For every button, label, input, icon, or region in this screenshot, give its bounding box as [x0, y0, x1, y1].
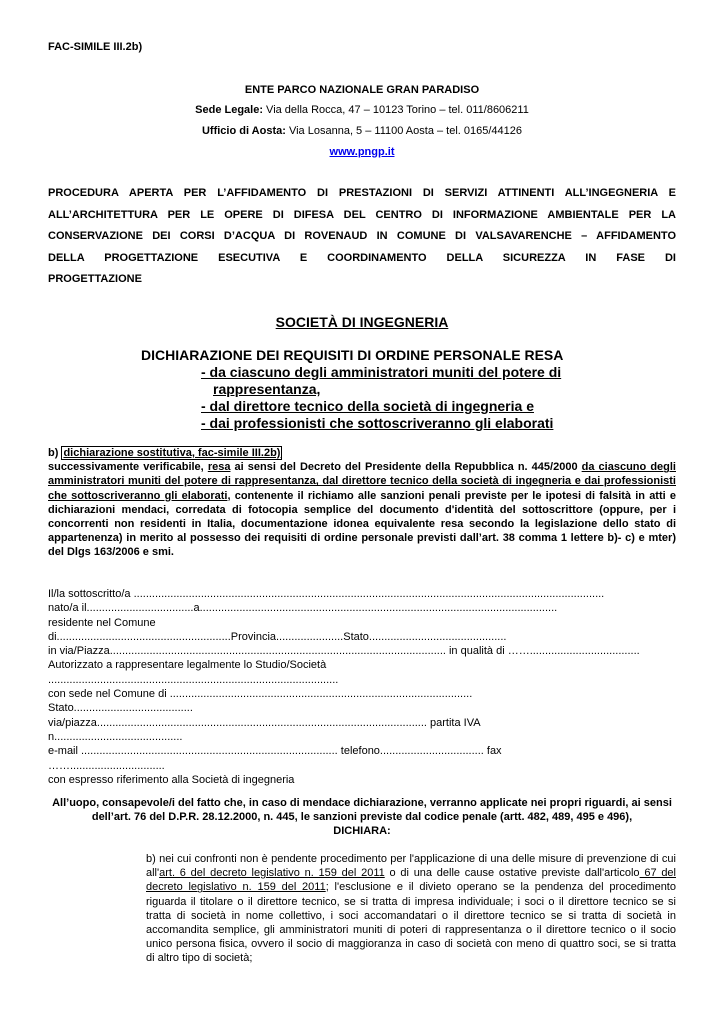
declarant-form — [48, 587, 680, 787]
form-line-piva[interactable]: n.......................................... — [48, 730, 183, 743]
form-line-fax[interactable]: ……............................... — [48, 759, 165, 772]
sede-text: Via della Rocca, 47 – 10123 Torino – tel. 011/8606211 — [263, 104, 529, 116]
item-b-text2: o di una delle cause ostative previste dall'articolo — [384, 867, 640, 880]
sede-label: Sede Legale: — [195, 104, 263, 116]
ente-name — [0, 84, 724, 96]
form-line-email[interactable]: e-mail .................................................................................... telefono.................................. fax — [48, 745, 502, 758]
block-b-paragraph — [48, 446, 676, 560]
form-line-sede[interactable]: con sede nel Comune di ................................................................................................... — [48, 688, 473, 701]
block-b-text1: successivamente verificabile, — [48, 461, 208, 474]
dichiarazione-sub-1b: rappresentanza, — [213, 381, 321, 397]
item-b-link2[interactable]: 67 del decreto legislativo n. 159 del 2011 — [146, 867, 676, 894]
block-b-resa: resa — [207, 461, 231, 474]
procedura-line: PROGETTAZIONE — [48, 273, 142, 285]
block-b-text2: ai sensi del Decreto del Presidente della Repubblica n. 445/2000 — [230, 461, 582, 474]
item-b-text1: b) nei cui confronti non è pendente procedimento per l'applicazione di una delle misure di prevenzione di cui all' — [146, 853, 676, 880]
ente-name-text: ENTE PARCO NAZIONALE GRAN PARADISO — [244, 84, 480, 96]
item-b-text3: ; l'esclusione e il divieto operano se la pendenza del procedimento riguarda il titolare o il direttore tecnico, se si tratta di impresa individuale; i soci o il direttore tecnico se si tratta di società in nome collettivo, i soci accomandatari o il direttore tecnico se si tratta di società in accomandita semplice, gli amministratori muniti di poteri di rappresentanza o il direttore tecnico o il socio unico persona fisica, ovvero il socio di maggioranza in caso di società con meno di quattro soci, se si tratta di altro tipo di società; — [146, 881, 676, 965]
form-line-studio[interactable]: ............................................................................................... — [48, 673, 339, 686]
form-line-riferimento: con espresso riferimento alla Società di ingegneria — [48, 773, 295, 786]
procedura-title — [48, 183, 676, 291]
block-b-underlined: da ciascuno degli amministratori muniti del potere di rappresentanza, dal direttore tecnico della società di ingegneria e dai professionisti che sottoscriveranno gli elaborati — [48, 461, 676, 502]
dichiarazione-sub-3: - dai professionisti che sottoscriveranno gli elaborati — [201, 415, 554, 431]
ufficio-label: Ufficio di Aosta: — [201, 125, 286, 137]
item-b-link1[interactable]: art. 6 del decreto legislativo n. 159 del 2011 — [159, 867, 385, 880]
alluopo-text: All’uopo, consapevole/i del fatto che, in caso di mendace dichiarazione, verranno applicate nei propri riguardi, ai sensi dell’art. 76 del D.P.R. 28.12.2000, n. 445, le sanzioni previste dal codice penale (artt. 482, 489, 495 e 496), — [52, 797, 672, 824]
block-b-boxed-label: dichiarazione sostitutiva, fac-simile III.2b) — [63, 447, 281, 459]
block-b-prefix: b) — [48, 447, 62, 459]
dichiarazione-heading: DICHIARAZIONE DEI REQUISITI DI ORDINE PERSONALE RESA — [141, 347, 564, 363]
ufficio-aosta — [0, 125, 724, 137]
dichiarazione-sub-1: - da ciascuno degli amministratori muniti del potere di — [201, 364, 562, 380]
form-line-sottoscritto[interactable]: Il/la sottoscritto/a .......................................................................................................................................................... — [48, 588, 605, 600]
procedura-line: ALL’ARCHITETTURA PER LE OPERE DI DIFESA DEL CENTRO DI INFORMAZIONE AMBIENTALE PER LA — [48, 208, 676, 221]
website-link[interactable]: www.pngp.it — [329, 146, 395, 158]
form-line-via[interactable]: in via/Piazza.............................................................................................................. in qualità di …….................................... — [48, 645, 640, 658]
form-line-residente: residente nel Comune — [48, 616, 156, 629]
form-line-nato[interactable]: nato/a il...................................a..................................................................................................................... — [48, 602, 558, 615]
sede-legale — [0, 104, 724, 116]
procedura-line: PROCEDURA APERTA PER L’AFFIDAMENTO DI PRESTAZIONI DI SERVIZI ATTINENTI ALL’INGEGNERIA E — [48, 187, 676, 199]
block-b-text3: , contenente il richiamo alle sanzioni penali previste per le ipotesi di falsità in atti e dichiarazioni mendaci, corredata di fotocopia semplice del documento d'identità del sottoscrittore (oppure, per i concorrenti non residenti in Italia, documentazione idonea equivalente resa secondo la legislazione dello stato di appartenenza) in merito al possesso dei requisiti di ordine personale previsti dall’art. 38 comma 1 lettere b)- c) e mter) del Dlgs 163/2006 e smi. — [48, 489, 676, 559]
societa-heading: SOCIETÀ DI INGEGNERIA — [275, 314, 449, 330]
website-line — [0, 146, 724, 158]
procedura-line: DELLA PROGETTAZIONE ESECUTIVA E COORDINAMENTO DELLA SICUREZZA IN FASE DI — [48, 251, 676, 264]
facsimile-label: FAC-SIMILE III.2b) — [48, 41, 143, 53]
procedura-line: CONSERVAZIONE DEI CORSI D’ACQUA DI ROVENAUD IN COMUNE DI VALSAVARENCHE – AFFIDAMENTO — [48, 230, 676, 242]
form-line-autorizzato: Autorizzato a rappresentare legalmente lo Studio/Società — [48, 659, 327, 672]
form-line-comune[interactable]: di.........................................................Provincia......................Stato............................................. — [48, 630, 507, 643]
form-line-viapiazza[interactable]: via/piazza............................................................................................................ partita IVA — [48, 716, 481, 729]
dichiarazione-sub-2: - dal direttore tecnico della società di ingegneria e — [201, 398, 534, 414]
alluopo-paragraph — [48, 796, 676, 839]
item-b-paragraph — [146, 852, 676, 966]
ufficio-text: Via Losanna, 5 – 11100 Aosta – tel. 0165/44126 — [285, 125, 523, 137]
form-line-stato[interactable]: Stato....................................... — [48, 702, 193, 715]
dichiara-heading: DICHIARA: — [333, 825, 391, 838]
